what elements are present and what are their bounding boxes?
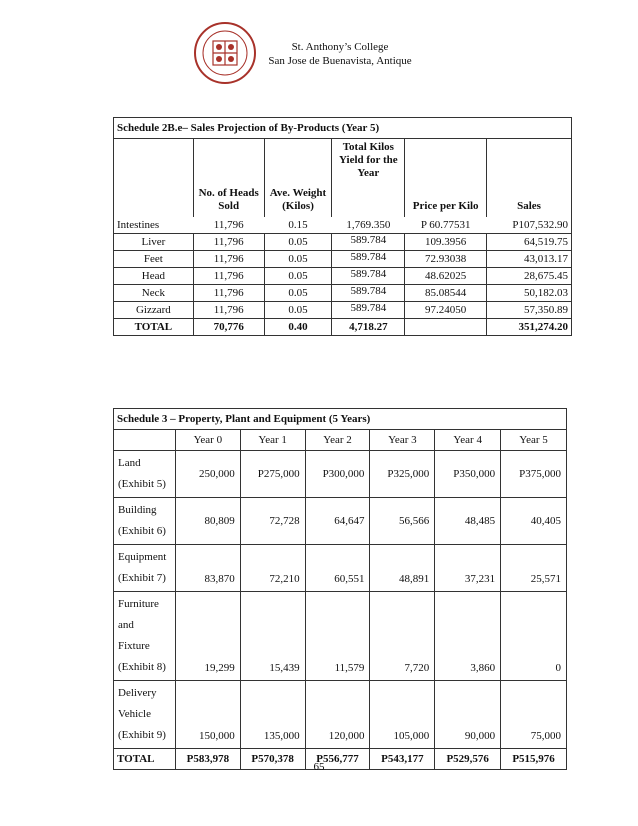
- col-header-year2: Year 2: [305, 430, 370, 451]
- cell: 589.784: [332, 251, 405, 268]
- cell: 80,809: [175, 498, 240, 545]
- col-header-weight: Ave. Weight (Kilos): [264, 139, 332, 218]
- schedule-3-title: Schedule 3 – Property, Plant and Equipment (5 Years): [114, 409, 567, 430]
- cell: P543,177: [370, 749, 435, 770]
- row-label-line: Vehicle: [118, 708, 151, 720]
- cell: 0.15: [288, 219, 308, 231]
- col-header-year3: Year 3: [370, 430, 435, 451]
- cell: 40,405: [501, 498, 567, 545]
- cell: 48,485: [435, 498, 501, 545]
- document-header: [250, 40, 430, 68]
- college-name: St. Anthony’s College: [291, 41, 389, 53]
- cell: 85.08544: [405, 285, 487, 302]
- col-header-sales: Sales: [517, 200, 541, 212]
- college-address: San Jose de Buenavista, Antique: [268, 55, 412, 67]
- row-label-line: (Exhibit 8): [118, 661, 166, 673]
- col-header-year0: Year 0: [175, 430, 240, 451]
- cell: 589.784: [332, 234, 405, 251]
- cell: P 60.77531: [420, 219, 471, 231]
- row-label: Feet: [114, 251, 194, 268]
- row-label: Gizzard: [114, 302, 194, 319]
- cell: P325,000: [370, 451, 435, 498]
- cell: 15,439: [240, 592, 305, 681]
- cell: 1,769.350: [346, 219, 391, 231]
- table-row: [114, 545, 567, 592]
- cell: 11,796: [193, 302, 264, 319]
- cell: 0.05: [264, 302, 332, 319]
- cell: 90,000: [435, 681, 501, 749]
- cell: 4,718.27: [332, 319, 405, 336]
- total-label: TOTAL: [114, 749, 176, 770]
- cell: 72.93038: [405, 251, 487, 268]
- cell: 7,720: [370, 592, 435, 681]
- row-label-line: Land: [118, 457, 141, 469]
- cell: 105,000: [370, 681, 435, 749]
- row-label-line: (Exhibit 7): [118, 572, 166, 584]
- cell: P556,777: [305, 749, 370, 770]
- cell: 589.784: [332, 268, 405, 285]
- row-label-line: and: [118, 619, 134, 631]
- cell: [405, 319, 487, 336]
- cell: 64,647: [305, 498, 370, 545]
- cell: 48,891: [370, 545, 435, 592]
- cell: 11,796: [193, 234, 264, 251]
- row-label-line: (Exhibit 5): [118, 478, 166, 490]
- table-row: [114, 251, 572, 268]
- cell: 83,870: [175, 545, 240, 592]
- cell: P515,976: [501, 749, 567, 770]
- cell: 351,274.20: [487, 319, 572, 336]
- cell: 25,571: [501, 545, 567, 592]
- cell: 589.784: [332, 302, 405, 319]
- row-label: [114, 681, 176, 749]
- row-label: Intestines: [117, 219, 160, 231]
- table-row: [114, 285, 572, 302]
- row-label-line: Equipment: [118, 551, 167, 563]
- col-header-item: [114, 139, 194, 218]
- schedule-3-table: [113, 408, 567, 770]
- table-row: [114, 681, 567, 749]
- cell: 250,000: [175, 451, 240, 498]
- total-label: TOTAL: [114, 319, 194, 336]
- cell: 11,579: [305, 592, 370, 681]
- cell: P375,000: [501, 451, 567, 498]
- row-label-line: Furniture: [118, 598, 159, 610]
- cell: 135,000: [240, 681, 305, 749]
- table-row: [114, 451, 567, 498]
- row-label: [114, 545, 176, 592]
- row-label-line: (Exhibit 6): [118, 525, 166, 537]
- cell: 11,796: [213, 219, 244, 231]
- cell: 0.05: [264, 268, 332, 285]
- table-row: [114, 268, 572, 285]
- cell: 11,796: [193, 251, 264, 268]
- cell: 56,566: [370, 498, 435, 545]
- table-row: [114, 234, 572, 251]
- cell: 57,350.89: [487, 302, 572, 319]
- cell: 11,796: [193, 285, 264, 302]
- row-label-line: (Exhibit 9): [118, 729, 166, 741]
- schedule-2b-table: [113, 117, 572, 336]
- cell: 150,000: [175, 681, 240, 749]
- table-row: [114, 217, 572, 234]
- row-label: Head: [114, 268, 194, 285]
- col-header-year5: Year 5: [501, 430, 567, 451]
- cell: P275,000: [240, 451, 305, 498]
- cell: 60,551: [305, 545, 370, 592]
- cell: 120,000: [305, 681, 370, 749]
- cell: 64,519.75: [487, 234, 572, 251]
- cell: 0: [501, 592, 567, 681]
- table-row: [114, 498, 567, 545]
- col-header-kilos: Total Kilos Yield for the Year: [332, 139, 405, 218]
- col-header-heads: No. of Heads Sold: [193, 139, 264, 218]
- cell: 3,860: [435, 592, 501, 681]
- cell: 72,728: [240, 498, 305, 545]
- total-row: [114, 319, 572, 336]
- cell: 19,299: [175, 592, 240, 681]
- cell: 72,210: [240, 545, 305, 592]
- cell: 50,182.03: [487, 285, 572, 302]
- cell: 97.24050: [405, 302, 487, 319]
- cell: P570,378: [240, 749, 305, 770]
- cell: 589.784: [332, 285, 405, 302]
- row-label: [114, 451, 176, 498]
- row-label: [114, 498, 176, 545]
- row-label-line: Delivery: [118, 687, 157, 699]
- col-header-item: [114, 430, 176, 451]
- cell: 37,231: [435, 545, 501, 592]
- schedule-2b-title: Schedule 2B.e– Sales Projection of By-Products (Year 5): [114, 118, 572, 139]
- cell: P583,978: [175, 749, 240, 770]
- cell: P529,576: [435, 749, 501, 770]
- cell: 0.40: [264, 319, 332, 336]
- cell: 0.05: [264, 234, 332, 251]
- col-header-price: Price per Kilo: [405, 139, 487, 218]
- row-label-line: Building: [118, 504, 157, 516]
- page-number: 65: [313, 761, 325, 773]
- cell: P107,532.90: [512, 219, 568, 231]
- row-label: [114, 592, 176, 681]
- table-row: [114, 592, 567, 681]
- cell: 0.05: [264, 251, 332, 268]
- cell: 70,776: [193, 319, 264, 336]
- cell: P350,000: [435, 451, 501, 498]
- col-header-year4: Year 4: [435, 430, 501, 451]
- college-seal: [194, 22, 256, 84]
- cell: P300,000: [305, 451, 370, 498]
- cell: 11,796: [193, 268, 264, 285]
- cell: 48.62025: [405, 268, 487, 285]
- table-row: [114, 302, 572, 319]
- cell: 75,000: [501, 681, 567, 749]
- col-header-year1: Year 1: [240, 430, 305, 451]
- cell: 109.3956: [405, 234, 487, 251]
- cell: 43,013.17: [487, 251, 572, 268]
- row-label: Liver: [114, 234, 194, 251]
- cell: 28,675.45: [487, 268, 572, 285]
- cell: 0.05: [264, 285, 332, 302]
- row-label: Neck: [114, 285, 194, 302]
- row-label-line: Fixture: [118, 640, 150, 652]
